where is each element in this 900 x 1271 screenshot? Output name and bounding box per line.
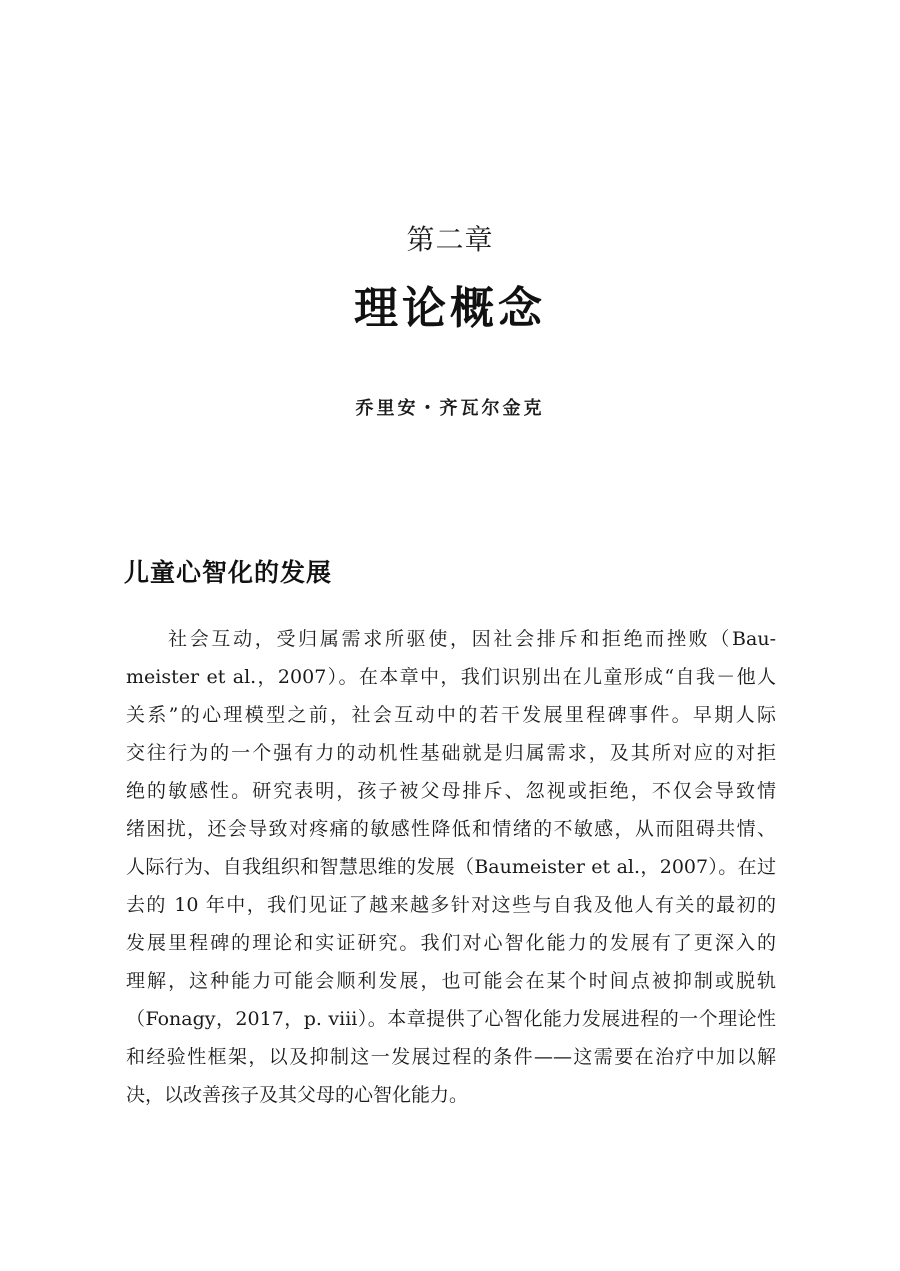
paragraph-line: meister et al.，2007）。在本章中，我们识别出在儿童形成“自我－他人 [126,666,776,688]
paragraph-line: 发展里程碑的理论和实证研究。我们对心智化能力的发展有了更深入的 [126,932,776,954]
paragraph-line: 去的 10 年中，我们见证了越来越多针对这些与自我及他人有关的最初的 [126,894,776,916]
chapter-label: 第二章 [406,223,494,256]
paragraph-line: 关系”的心理模型之前，社会互动中的若干发展里程碑事件。早期人际 [126,704,776,726]
chapter-title: 理论概念 [354,283,546,334]
paragraph-line: 绪困扰，还会导致对疼痛的敏感性降低和情绪的不敏感，从而阻碍共情、 [126,818,776,840]
paragraph-line: 和经验性框架，以及抑制这一发展过程的条件——这需要在治疗中加以解 [126,1046,776,1068]
paragraph-line: 社会互动，受归属需求所驱使，因社会排斥和拒绝而挫败（Bau- [168,628,776,650]
paragraph-line: 理解，这种能力可能会顺利发展，也可能会在某个时间点被抑制或脱轨 [126,970,776,992]
body-paragraph [126,620,776,1114]
chapter-author: 乔里安・齐瓦尔金克 [355,398,545,419]
paragraph-line: （Fonagy，2017，p. viii）。本章提供了心智化能力发展进程的一个理论性 [126,1008,776,1030]
paragraph-line: 人际行为、自我组织和智慧思维的发展（Baumeister et al.，2007）。在过 [126,856,776,878]
paragraph-line: 绝的敏感性。研究表明，孩子被父母排斥、忽视或拒绝，不仅会导致情 [126,780,776,802]
section-heading: 儿童心智化的发展 [124,558,333,587]
paragraph-line: 决，以改善孩子及其父母的心智化能力。 [126,1084,469,1106]
paragraph-line: 交往行为的一个强有力的动机性基础就是归属需求，及其所对应的对拒 [126,742,776,764]
